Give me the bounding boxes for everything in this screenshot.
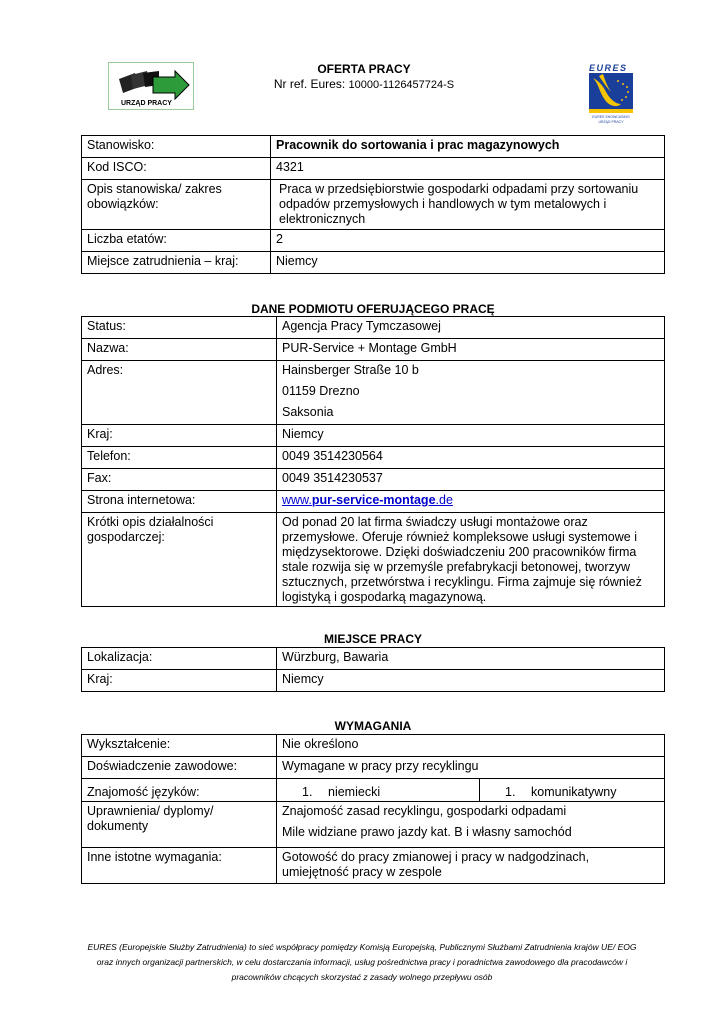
label-cell: Kraj:: [82, 425, 277, 447]
ref-label: Nr ref. Eures:: [273, 77, 346, 91]
label-cell: Nazwa:: [82, 339, 277, 361]
workplace-section-title: MIEJSCE PRACY: [323, 632, 423, 646]
website-domain: pur-service-montage: [311, 493, 436, 507]
address-city: 01159 Drezno: [282, 384, 360, 398]
label-cell: Miejsce zatrudnienia – kraj:: [82, 252, 271, 274]
website-prefix: www.: [282, 493, 312, 507]
level-number: 1.: [505, 785, 516, 799]
table-row: [82, 469, 665, 491]
education-value: Nie określono: [277, 735, 665, 757]
positions-count-value: 2: [271, 230, 665, 252]
label-cell: Stanowisko:: [82, 136, 271, 158]
other-requirements-value: Gotowość do pracy zmianowej i pracy w nadgodzinach, umiejętność pracy w zespole: [277, 848, 665, 884]
experience-value: Wymagane w pracy przy recyklingu: [277, 757, 665, 779]
label-cell: Status:: [82, 317, 277, 339]
table-row: [82, 136, 665, 158]
table-row: [82, 757, 665, 779]
table-row: [82, 361, 665, 425]
eures-logo: [585, 62, 635, 126]
location-value: Würzburg, Bawaria: [277, 648, 665, 670]
website-link[interactable]: [282, 493, 453, 507]
label-cell: Strona internetowa:: [82, 491, 277, 513]
table-row: [82, 802, 665, 848]
urzad-pracy-logo-text: URZĄD PRACY: [121, 100, 172, 107]
language-level: komunikatywny: [531, 785, 617, 799]
position-value: Pracownik do sortowania i prac magazynowych: [271, 136, 665, 158]
eures-logo-sub1: EURES SHOWCASING: [592, 115, 630, 119]
job-table: [81, 135, 665, 274]
footer-line-3: pracowników chcących skorzystać z zasady wolnego przepływu osób: [231, 972, 493, 982]
document-title: OFERTA PRACY: [317, 62, 411, 76]
workplace-table: [81, 647, 665, 692]
label-cell: Adres:: [82, 361, 277, 425]
footer-line-1-rest: to sieć współpracy pomiędzy Komisją Europejską, Publicznymi Służbami Zatrudnienia krajów UE/ EOG: [246, 942, 637, 952]
label-cell: Liczba etatów:: [82, 230, 271, 252]
fax-value: 0049 3514230537: [277, 469, 665, 491]
employer-country-value: Niemcy: [277, 425, 665, 447]
table-row: [82, 339, 665, 361]
employer-table: [81, 316, 665, 607]
language-name: niemiecki: [328, 785, 381, 799]
eures-logo-text: EURES: [589, 63, 628, 73]
footer-line-1: [60, 940, 664, 955]
website-cell: [277, 491, 665, 513]
website-suffix: .de: [435, 493, 453, 507]
employer-section-title: DANE PODMIOTU OFERUJĄCEGO PRACĘ: [251, 302, 495, 316]
requirements-section-title: WYMAGANIA: [334, 719, 412, 733]
label-cell: Krótki opis działalności gospodarczej:: [82, 513, 277, 607]
label-cell: Uprawnienia/ dyplomy/ dokumenty: [82, 802, 277, 848]
urzad-pracy-logo: [108, 62, 194, 110]
company-name-value: PUR-Service + Montage GmbH: [277, 339, 665, 361]
certificates-value: [277, 802, 665, 848]
table-row: [82, 491, 665, 513]
phone-value: 0049 3514230564: [277, 447, 665, 469]
table-row: [82, 648, 665, 670]
isco-value: 4321: [271, 158, 665, 180]
business-description-value: Od ponad 20 lat firma świadczy usługi montażowe oraz przemysłowe. Oferuje również kompleksowe usługi systemowe i międzysektorowe. Dzięki doświadczeniu 200 pracowników firma stale rozwija się w przemyśle prefabrykacji betonowej, tworzyw sztucznych, przetwórstwa i recyklingu. Firma zajmuje się również logistyką i gospodarką magazynową.: [277, 513, 665, 607]
table-row: [82, 670, 665, 692]
language-level-value: [480, 779, 665, 802]
label-cell: Znajomość języków:: [82, 779, 277, 802]
table-row: [82, 735, 665, 757]
table-row: [82, 317, 665, 339]
eures-logo-sub2: URZĄD PRACY: [598, 120, 624, 124]
certificates-line-2: Mile widziane prawo jazdy kat. B i własny samochód: [282, 825, 572, 839]
footer: [60, 940, 664, 985]
label-cell: Lokalizacja:: [82, 648, 277, 670]
table-row: [82, 158, 665, 180]
address-region: Saksonia: [282, 405, 334, 419]
description-value: Praca w przedsiębiorstwie gospodarki odpadami przy sortowaniu odpadów przemysłowych i handlowych w tym metalowych i elektronicznych: [271, 180, 665, 230]
address-street: Hainsberger Straße 10 b: [282, 363, 419, 377]
ref-number: 10000-1126457724-S: [348, 79, 455, 91]
reference-line: [200, 77, 528, 91]
label-cell: Fax:: [82, 469, 277, 491]
table-row: [82, 447, 665, 469]
label-cell: Doświadczenie zawodowe:: [82, 757, 277, 779]
table-row: [82, 779, 665, 802]
language-value: [277, 779, 480, 802]
requirements-table: [81, 734, 665, 884]
certificates-line-1: Znajomość zasad recyklingu, gospodarki odpadami: [282, 804, 567, 818]
table-row: [82, 180, 665, 230]
label-cell: Inne istotne wymagania:: [82, 848, 277, 884]
table-row: [82, 848, 665, 884]
country-value: Niemcy: [271, 252, 665, 274]
status-value: Agencja Pracy Tymczasowej: [277, 317, 665, 339]
table-row: [82, 513, 665, 607]
footer-line-2: oraz innych organizacji partnerskich, w celu dostarczania informacji, usług pośrednictwa pracy i poradnictwa zawodowego dla pracodawców i: [96, 957, 628, 967]
label-cell: Kraj:: [82, 670, 277, 692]
language-number: 1.: [302, 785, 313, 799]
table-row: [82, 252, 665, 274]
table-row: [82, 230, 665, 252]
label-cell: Kod ISCO:: [82, 158, 271, 180]
label-cell: Wykształcenie:: [82, 735, 277, 757]
footer-eures-name: EURES (Europejskie Służby Zatrudnienia): [87, 942, 247, 952]
workplace-country-value: Niemcy: [277, 670, 665, 692]
address-value: [277, 361, 665, 425]
label-cell: Telefon:: [82, 447, 277, 469]
label-cell: Opis stanowiska/ zakres obowiązków:: [82, 180, 271, 230]
table-row: [82, 425, 665, 447]
